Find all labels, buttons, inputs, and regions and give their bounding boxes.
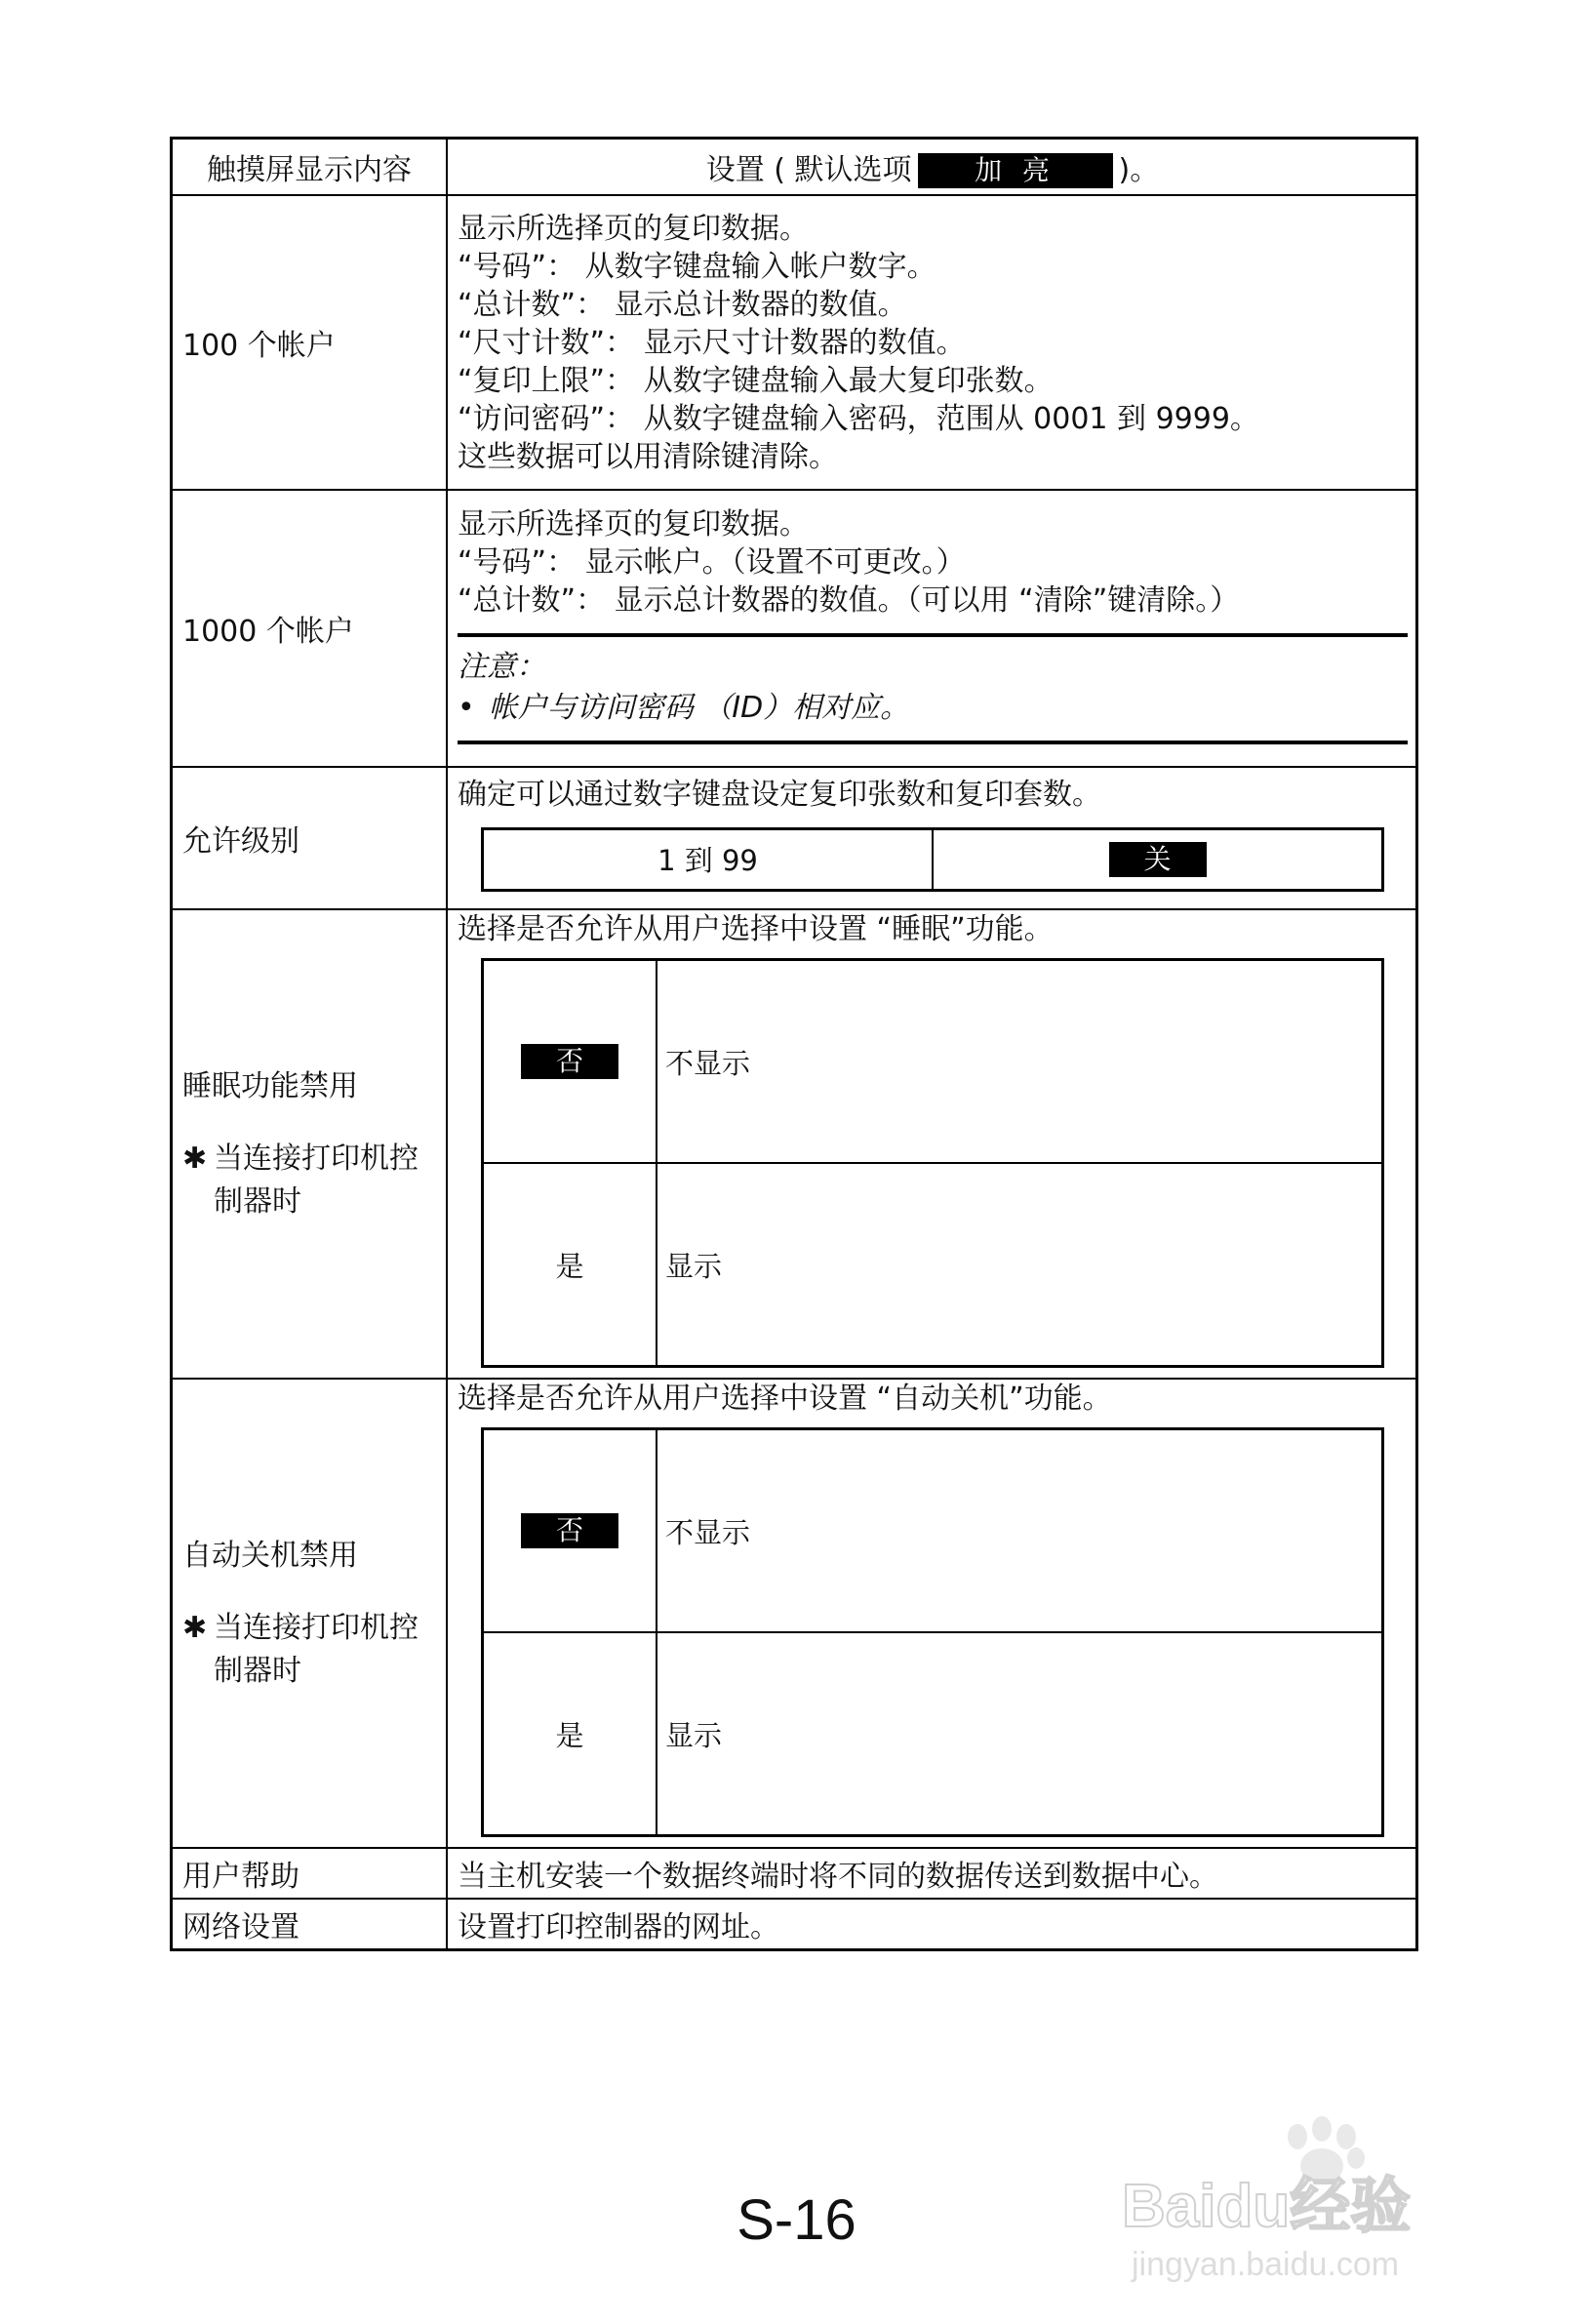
note-line: 当连接打印机控 [214, 1141, 418, 1176]
note-title: 注意： [458, 649, 545, 684]
printer-controller-note [182, 1138, 446, 1181]
header-settings [447, 139, 1417, 196]
option-off-tag: 关 [1109, 842, 1207, 877]
auto-off-options-table [481, 1427, 1384, 1837]
option-value: 显示 [657, 1632, 1383, 1836]
note-line: 制器时 [214, 1653, 301, 1688]
desc-line: “总计数”： 显示总计数器的数值。 [458, 287, 907, 322]
desc-line: 显示所选择页的复印数据。 [458, 506, 809, 541]
default-highlight-tag: 加 亮 [918, 153, 1113, 188]
row-label-user-help: 用户帮助 [172, 1848, 448, 1899]
option-row [483, 1429, 1383, 1633]
asterisk-icon: ✱ [182, 1610, 208, 1645]
option-value: 不显示 [657, 960, 1383, 1164]
option-off-cell [933, 828, 1383, 890]
row-label-text: 睡眠功能禁用 [182, 1068, 358, 1103]
settings-table [170, 137, 1418, 1951]
watermark-brand: Baidu经验 [1122, 2173, 1412, 2240]
table-row-sleep-disable [172, 909, 1417, 1379]
bullet-icon: • [458, 690, 475, 725]
header-settings-prefix: 设置 ( 默认选项 [705, 152, 912, 187]
option-row [483, 960, 1383, 1164]
page-number: S-16 [737, 2188, 856, 2252]
header-display-content: 触摸屏显示内容 [172, 139, 448, 196]
desc-line: “访问密码”： 从数字键盘输入密码，范围从 0001 到 9999。 [458, 401, 1259, 436]
row-label-auto-off-disable [172, 1379, 448, 1848]
desc-line: “尺寸计数”： 显示尺寸计数器的数值。 [458, 325, 966, 360]
table-row-network-settings [172, 1899, 1417, 1950]
spacer [182, 1578, 446, 1607]
option-row [483, 1632, 1383, 1836]
printer-controller-note [182, 1607, 446, 1650]
permission-options-table [481, 827, 1384, 892]
permission-options-row [483, 828, 1383, 890]
row-desc-sleep-disable [447, 909, 1417, 1379]
table-header-row [172, 139, 1417, 196]
row-desc-1000-accounts [447, 490, 1417, 767]
row-label-1000-accounts: 1000 个帐户 [172, 490, 448, 767]
desc-line: “复印上限”： 从数字键盘输入最大复印张数。 [458, 363, 1054, 398]
option-key-cell [483, 1429, 657, 1633]
row-desc-network-settings: 设置打印控制器的网址。 [447, 1899, 1417, 1950]
row-label-network-settings: 网络设置 [172, 1899, 448, 1950]
option-key-selected: 否 [521, 1513, 618, 1548]
row-desc-100-accounts [447, 195, 1417, 490]
row-desc-user-help: 当主机安装一个数据终端时将不同的数据传送到数据中心。 [447, 1848, 1417, 1899]
desc-line: “号码”： 从数字键盘输入帐户数字。 [458, 249, 936, 284]
asterisk-icon: ✱ [182, 1141, 208, 1176]
row-label-permission-level: 允许级别 [172, 767, 448, 909]
row-label-100-accounts: 100 个帐户 [172, 195, 448, 490]
desc-line: 显示所选择页的复印数据。 [458, 211, 809, 246]
row-desc-permission-level [447, 767, 1417, 909]
table-row-100-accounts [172, 195, 1417, 490]
table-row-auto-off-disable [172, 1379, 1417, 1848]
option-key-selected: 否 [521, 1044, 618, 1079]
table-row-1000-accounts [172, 490, 1417, 767]
row-label-sleep-disable [172, 909, 448, 1379]
row-desc-auto-off-disable [447, 1379, 1417, 1848]
desc-line: 选择是否允许从用户选择中设置 “睡眠”功能。 [458, 912, 1054, 946]
watermark-url: jingyan.baidu.com [1132, 2246, 1400, 2283]
desc-line: “总计数”： 显示总计数器的数值。（可以用 “清除”键清除。） [458, 582, 1240, 618]
option-key: 是 [483, 1163, 657, 1367]
note-text: 帐户与访问密码 （ID）相对应。 [488, 690, 910, 725]
option-range: 1 到 99 [483, 828, 934, 890]
table-row-user-help [172, 1848, 1417, 1899]
desc-line: 这些数据可以用清除键清除。 [458, 439, 838, 474]
note-line: 制器时 [214, 1183, 301, 1219]
option-key-cell [483, 960, 657, 1164]
option-value: 不显示 [657, 1429, 1383, 1633]
table-row-permission-level [172, 767, 1417, 909]
option-value: 显示 [657, 1163, 1383, 1367]
desc-line: “号码”： 显示帐户。（设置不可更改。） [458, 544, 966, 580]
note-item [458, 688, 1408, 729]
spacer [182, 1108, 446, 1138]
desc-line: 选择是否允许从用户选择中设置 “自动关机”功能。 [458, 1382, 1112, 1416]
option-key: 是 [483, 1632, 657, 1836]
row-label-text: 自动关机禁用 [182, 1538, 358, 1573]
header-settings-suffix: )。 [1118, 152, 1160, 187]
desc-line: 确定可以通过数字键盘设定复印张数和复印套数。 [458, 777, 1101, 812]
sleep-options-table [481, 958, 1384, 1368]
note-box [458, 633, 1408, 744]
option-row [483, 1163, 1383, 1367]
note-line: 当连接打印机控 [214, 1610, 418, 1645]
